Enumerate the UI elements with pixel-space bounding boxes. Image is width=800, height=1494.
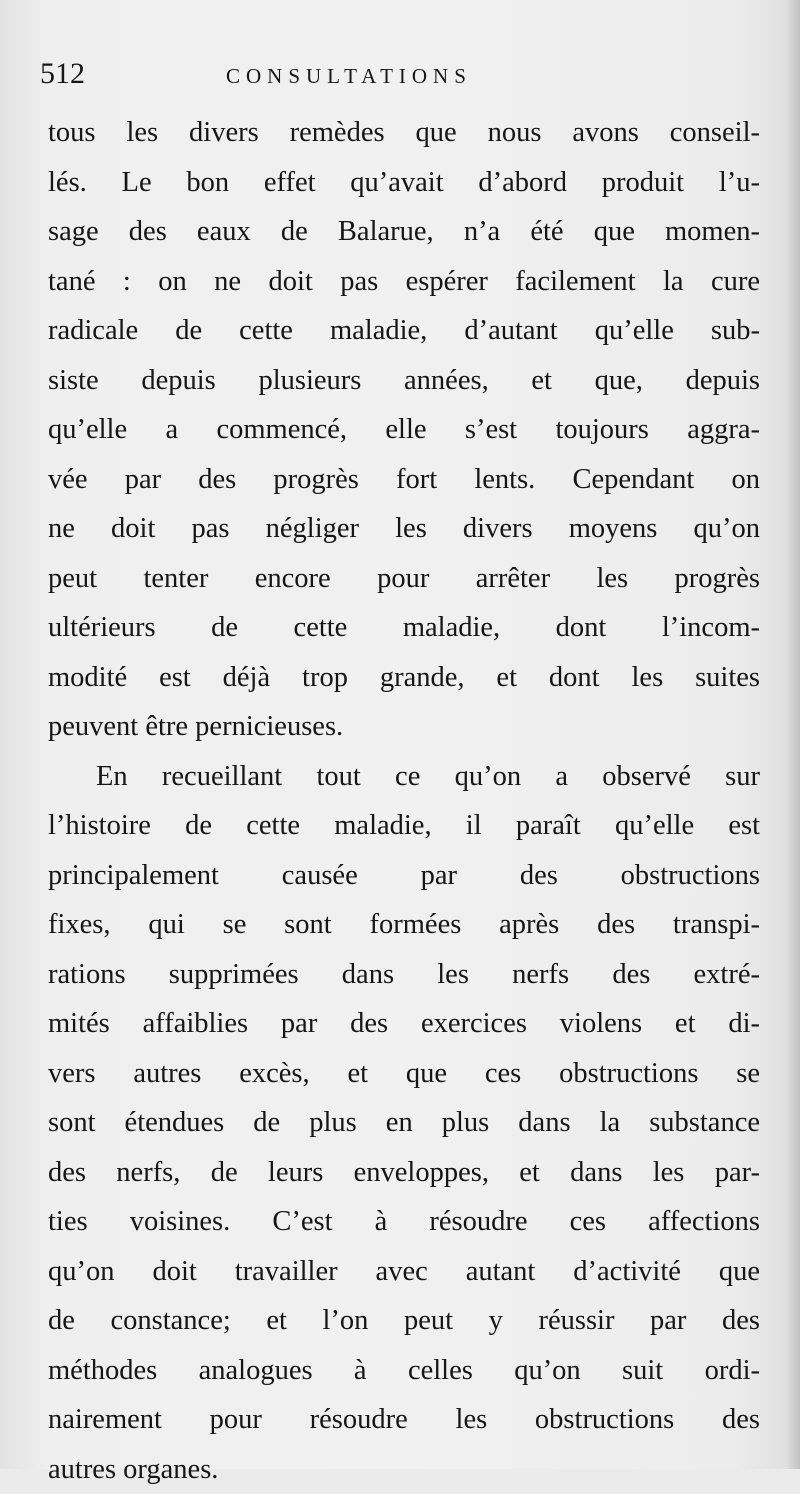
text-line: radicale de cette maladie, d’autant qu’elle sub-: [48, 306, 760, 356]
page-edge-shadow: [786, 0, 800, 1469]
text-line: rations supprimées dans les nerfs des extré-: [48, 950, 760, 1000]
page-number: 512: [40, 52, 85, 96]
text-line: lés. Le bon effet qu’avait d’abord produit l’u-: [48, 158, 760, 208]
text-line: sage des eaux de Balarue, n’a été que momen-: [48, 207, 760, 257]
page-header: [40, 52, 760, 96]
text-line: ne doit pas négliger les divers moyens qu’on: [48, 504, 760, 554]
text-line: modité est déjà trop grande, et dont les suites: [48, 653, 760, 703]
text-line: nairement pour résoudre les obstructions des: [48, 1395, 760, 1445]
text-line: vée par des progrès fort lents. Cependant on: [48, 455, 760, 505]
text-line: l’histoire de cette maladie, il paraît qu’elle est: [48, 801, 760, 851]
text-line: ties voisines. C’est à résoudre ces affections: [48, 1197, 760, 1247]
paragraph-end-line: peuvent être pernicieuses.: [48, 702, 760, 752]
paragraph-end-line: autres organes.: [48, 1445, 760, 1494]
text-line: vers autres excès, et que ces obstructions se: [48, 1049, 760, 1099]
text-line: tous les divers remèdes que nous avons conseil-: [48, 108, 760, 158]
text-line: méthodes analogues à celles qu’on suit ordi-: [48, 1346, 760, 1396]
text-line: de constance; et l’on peut y réussir par des: [48, 1296, 760, 1346]
text-line: qu’on doit travailler avec autant d’activité que: [48, 1247, 760, 1297]
text-line: ultérieurs de cette maladie, dont l’incom-: [48, 603, 760, 653]
text-line: siste depuis plusieurs années, et que, depuis: [48, 356, 760, 406]
text-line: qu’elle a commencé, elle s’est toujours aggra-: [48, 405, 760, 455]
running-head: CONSULTATIONS: [226, 56, 472, 96]
text-line: tané : on ne doit pas espérer facilement la cure: [48, 257, 760, 307]
text-line: des nerfs, de leurs enveloppes, et dans les par-: [48, 1148, 760, 1198]
text-line: fixes, qui se sont formées après des transpi-: [48, 900, 760, 950]
paragraph-start-line: En recueillant tout ce qu’on a observé sur: [48, 752, 760, 802]
text-line: peut tenter encore pour arrêter les progrès: [48, 554, 760, 604]
text-line: sont étendues de plus en plus dans la substance: [48, 1098, 760, 1148]
body-text: [48, 108, 760, 1494]
text-line: principalement causée par des obstructions: [48, 851, 760, 901]
text-line: mités affaiblies par des exercices violens et di-: [48, 999, 760, 1049]
